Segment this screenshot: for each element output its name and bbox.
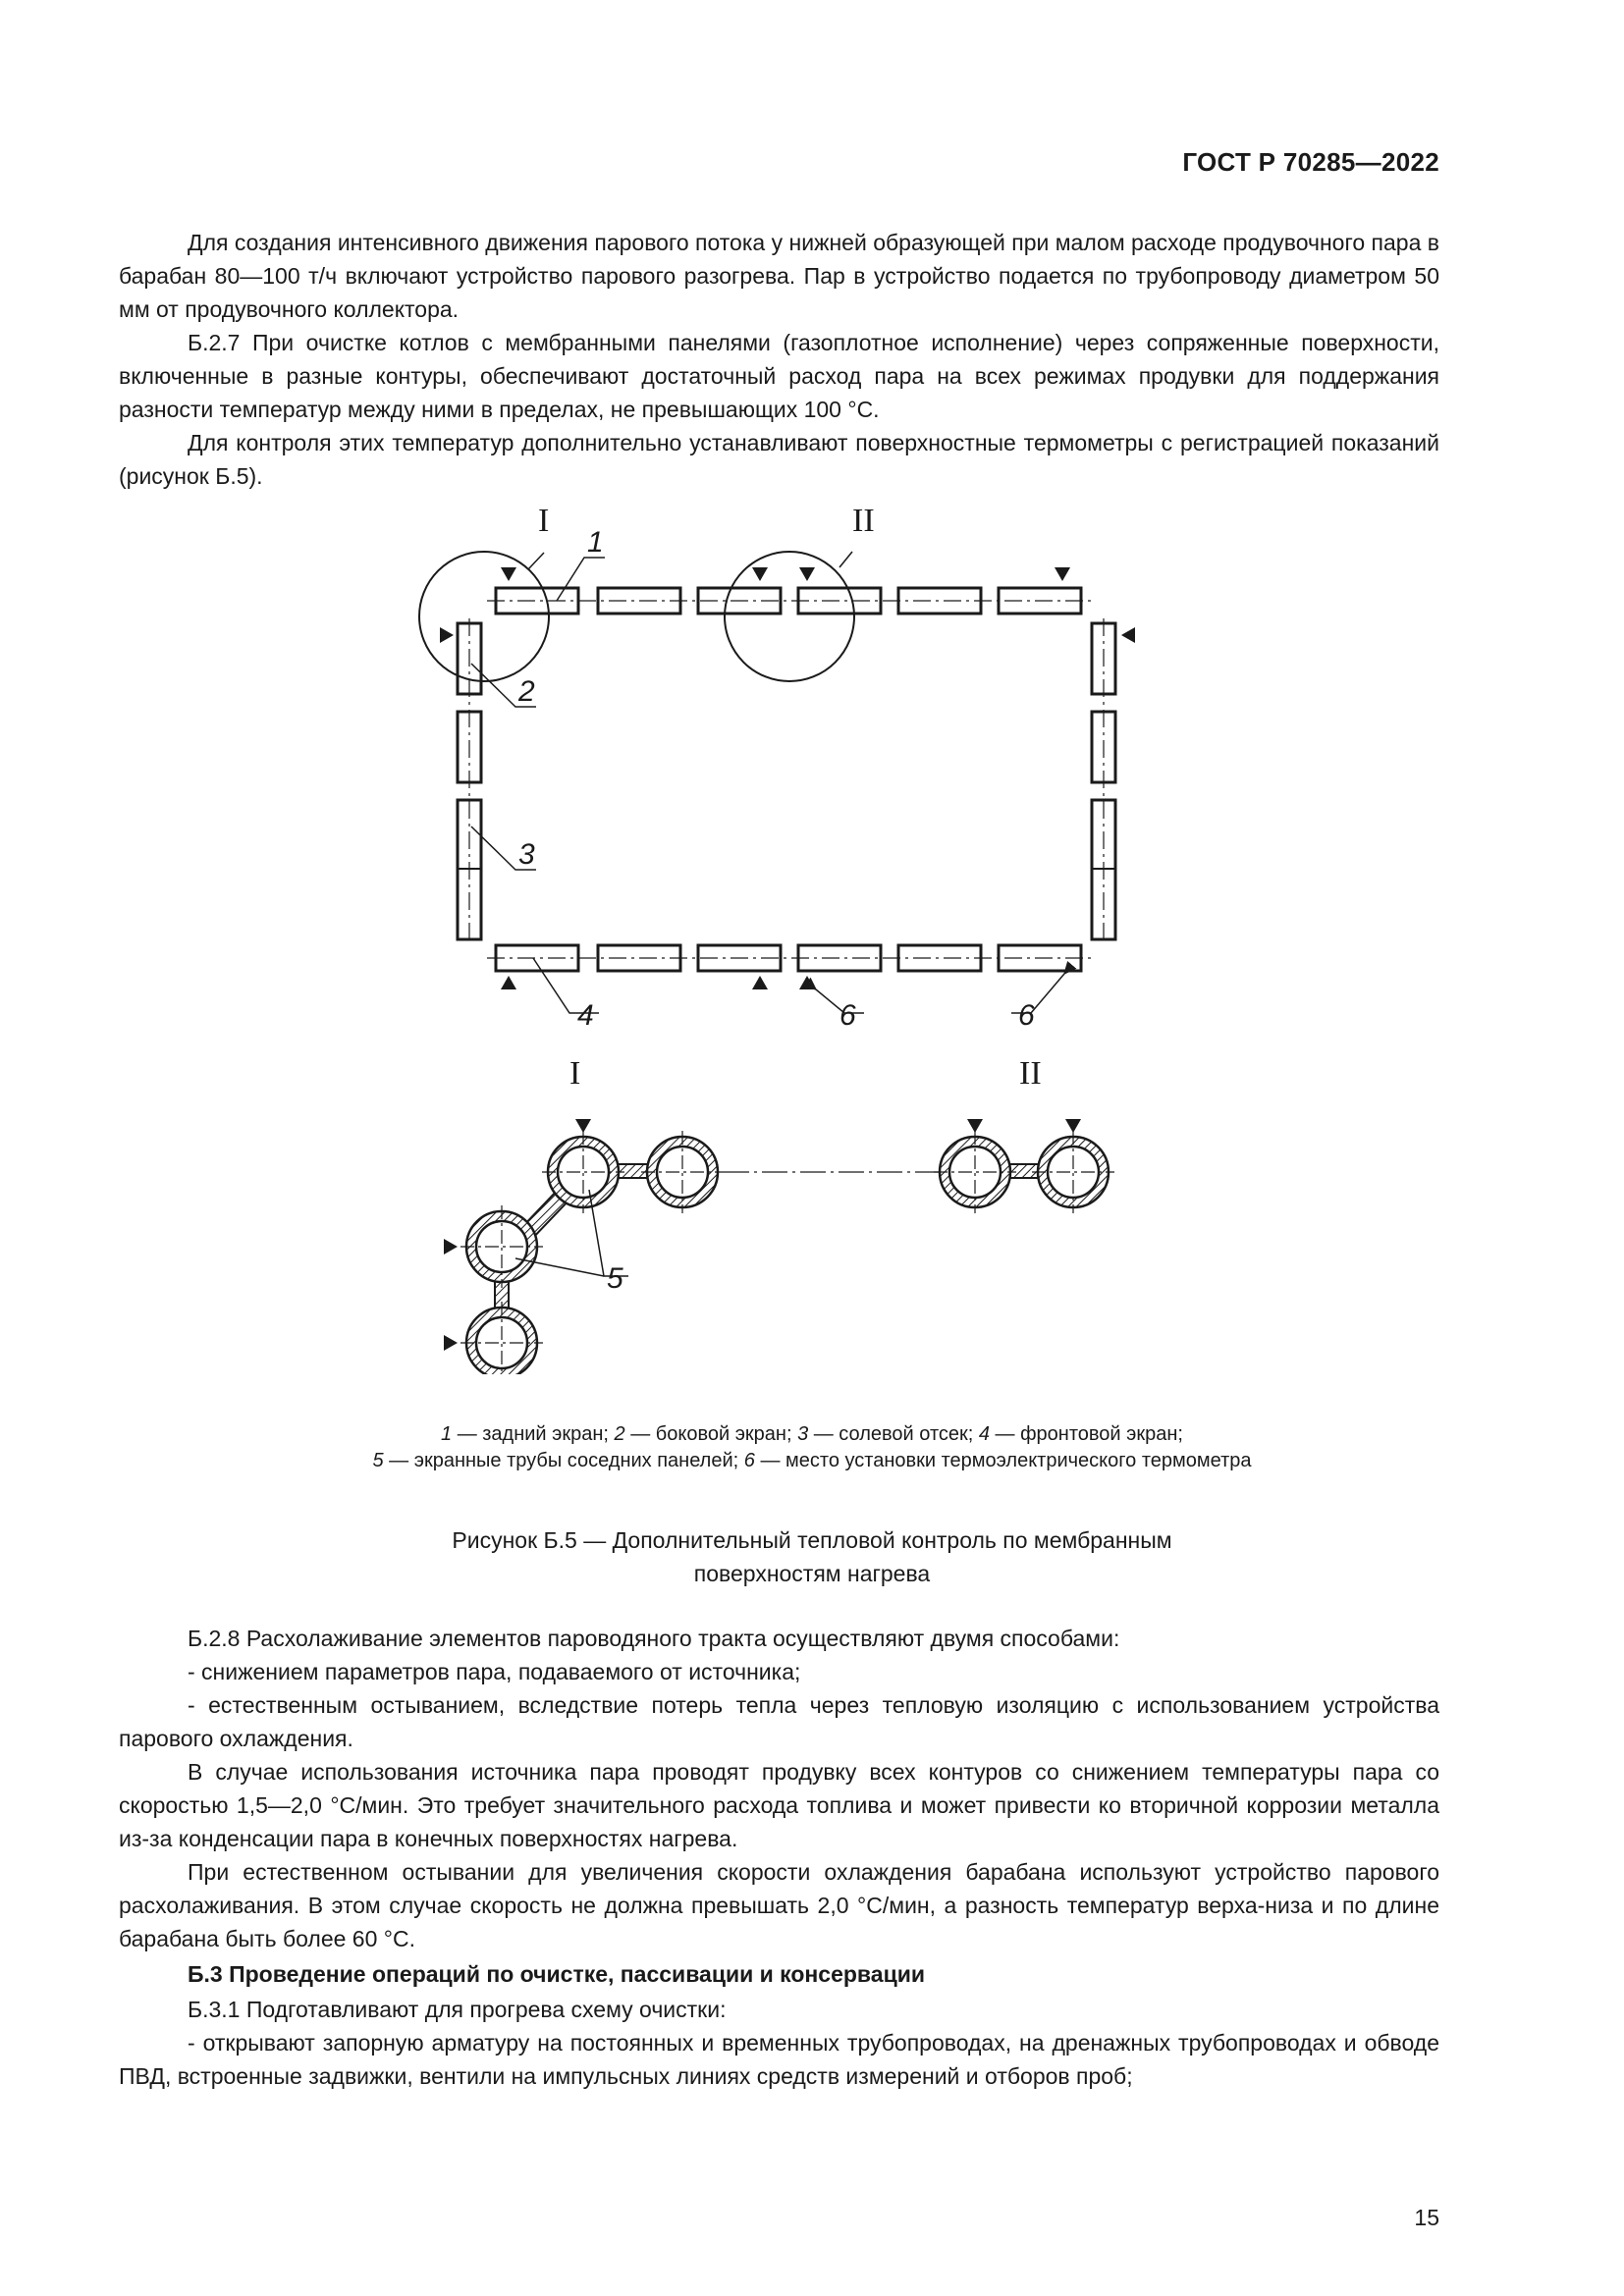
caption-line: Рисунок Б.5 — Дополнительный тепловой контроль по мембранным xyxy=(452,1527,1172,1553)
legend-text: — солевой отсек; xyxy=(808,1423,979,1445)
legend-text: — боковой экран; xyxy=(624,1423,798,1445)
detail-ii-tubes xyxy=(934,1119,1114,1213)
legend-text: — место установки термоэлектрического термометра xyxy=(754,1450,1252,1471)
callout-5: 5 xyxy=(607,1262,623,1295)
legend-key: 4 xyxy=(978,1423,990,1445)
legend-key: 1 xyxy=(441,1423,453,1445)
paragraph: В случае использования источника пара проводят продувку всех контуров со снижением температуры пара со скоростью 1,5—2,0 °С/мин. Это требует значительного расхода топлива и может привести ко вторичной коррозии металла из-за конденсации пара в конечных поверхностях нагрева. xyxy=(119,1759,1439,1851)
legend-text: — фронтовой экран; xyxy=(989,1423,1183,1445)
paragraph: При естественном остывании для увеличения скорости охлаждения барабана используют устройство парового расхолаживания. В этом случае скорость не должна превышать 2,0 °С/мин, а разность температур верха-низа и по длине барабана быть более 60 °С. xyxy=(119,1859,1439,1951)
leader-line xyxy=(839,552,852,567)
paragraph: - естественным остыванием, вследствие потерь тепла через тепловую изоляцию с использованием устройства парового охлаждения. xyxy=(119,1692,1439,1751)
figure-caption xyxy=(295,1523,1329,1590)
paragraph: Б.2.7 При очистке котлов с мембранными панелями (газоплотное исполнение) через сопряженные поверхности, включенные в разные контуры, обеспечивают достаточный расход пара на всех режимах продувки для поддержания разности температур между ними в пределах, не превышающих 100 °С. xyxy=(119,330,1439,422)
thermocouple-markers xyxy=(440,567,1135,989)
paragraph: Для контроля этих температур дополнительно устанавливают поверхностные термометры с регистрацией показаний (рисунок Б.5). xyxy=(119,430,1439,489)
detail-label-ii: II xyxy=(1019,1055,1042,1092)
legend-key: 6 xyxy=(743,1450,755,1471)
legend-key: 5 xyxy=(372,1450,384,1471)
document-header: ГОСТ Р 70285—2022 xyxy=(1182,147,1439,177)
figure-b5-diagram xyxy=(393,491,1178,1374)
section-heading: Б.3 Проведение операций по очистке, пассивации и консервации xyxy=(188,1961,925,1987)
callout-4: 4 xyxy=(577,999,594,1032)
paragraph: - снижением параметров пара, подаваемого от источника; xyxy=(188,1659,801,1684)
detail-label-i: I xyxy=(569,1055,581,1092)
detail-i-tubes xyxy=(444,1119,724,1374)
detail-label-ii-top: II xyxy=(852,503,875,539)
callout-1: 1 xyxy=(587,526,604,559)
legend-text: — задний экран; xyxy=(452,1423,615,1445)
legend-key: 2 xyxy=(614,1423,625,1445)
paragraph: Для создания интенсивного движения парового потока у нижней образующей при малом расходе продувочного пара в барабан 80—100 т/ч включают устройство парового разогрева. Пар в устройство подается по трубопроводу диаметром 50 мм от продувочного коллектора. xyxy=(119,230,1439,322)
callout-2: 2 xyxy=(518,675,535,708)
paragraph: - открывают запорную арматуру на постоянных и временных трубопроводах, на дренажных трубопроводах и обводе ПВД, встроенные задвижки, вентили на импульсных линиях средств измерений и отборов проб; xyxy=(119,2030,1439,2089)
page-number: 15 xyxy=(1414,2205,1439,2230)
figure-legend xyxy=(295,1421,1329,1474)
leader-line xyxy=(528,553,544,569)
callout-3: 3 xyxy=(518,838,535,871)
caption-line: поверхностям нагрева xyxy=(693,1561,931,1586)
detail-circle-i xyxy=(419,552,549,681)
detail-circle-ii xyxy=(725,552,854,681)
legend-key: 3 xyxy=(797,1423,809,1445)
legend-text: — экранные трубы соседних панелей; xyxy=(383,1450,744,1471)
paragraph: Б.3.1 Подготавливают для прогрева схему очистки: xyxy=(188,1997,727,2022)
paragraph: Б.2.8 Расхолаживание элементов пароводяного тракта осуществляют двумя способами: xyxy=(188,1626,1120,1651)
detail-label-i-top: I xyxy=(538,503,550,539)
callout-6b: 6 xyxy=(1018,999,1035,1032)
callout-6a: 6 xyxy=(839,999,856,1032)
